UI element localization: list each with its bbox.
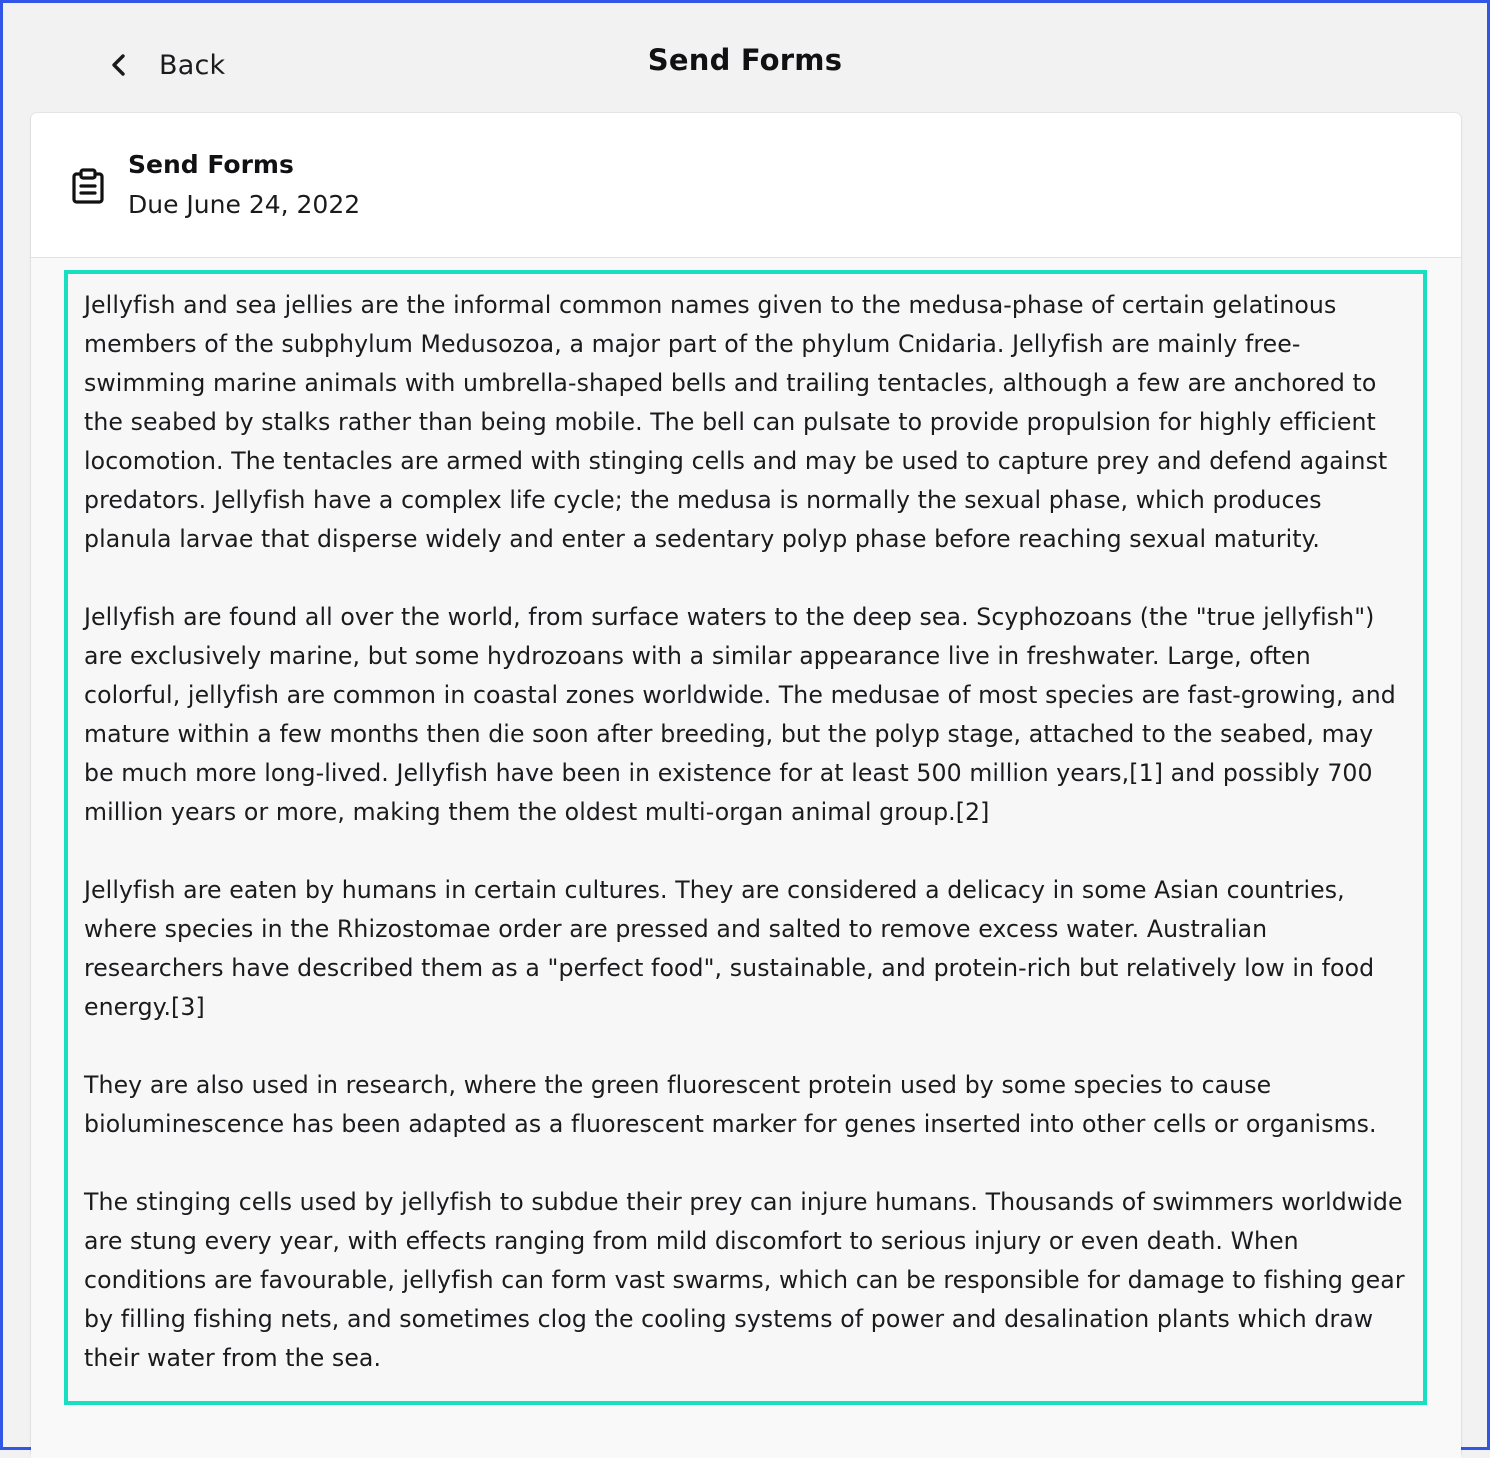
paragraph-5: The stinging cells used by jellyfish to subdue their prey can injure humans. Thousands of swimmers worldwide are stung every year, with effects ranging from mild discomfort to serious injury or even death. When conditions are favourable, jellyfish can form vast swarms, which can be responsible for damage to fishing gear by filling fishing nets, and sometimes clog the cooling systems of power and desalination plants which draw their water from the sea.: [84, 1188, 1405, 1372]
top-bar: [3, 3, 1487, 113]
paragraph-2: Jellyfish are found all over the world, from surface waters to the deep sea. Scyphozoans (the "true jellyfish") are exclusively marine, but some hydrozoans with a similar appearance live in freshwater. Large, often colorful, jellyfish are common in coastal zones worldwide. The medusae of most species are fast-growing, and mature within a few months then die soon after breeding, but the polyp stage, attached to the seabed, may be much more long-lived. Jellyfish have been in existence for at least 500 million years,[1] and possibly 700 million years or more, making them the oldest multi-organ animal group.[2]: [84, 603, 1396, 826]
paragraph-1: Jellyfish and sea jellies are the informal common names given to the medusa-phase of certain gelatinous members of the subphylum Medusozoa, a major part of the phylum Cnidaria. Jellyfish are mainly free-swimming marine animals with umbrella-shaped bells and trailing tentacles, although a few are anchored to the seabed by stalks rather than being mobile. The bell can pulsate to provide propulsion for highly efficient locomotion. The tentacles are armed with stinging cells and may be used to capture prey and defend against predators. Jellyfish have a complex life cycle; the medusa is normally the sexual phase, which produces planula larvae that disperse widely and enter a sedentary polyp phase before reaching sexual maturity.: [84, 291, 1388, 553]
task-header: [31, 113, 1461, 258]
paragraph-3: Jellyfish are eaten by humans in certain cultures. They are considered a delicacy in some Asian countries, where species in the Rhizostomae order are pressed and salted to remove excess water. Australian researchers have described them as a "perfect food", sustainable, and protein-rich but relatively low in food energy.[3]: [84, 876, 1375, 1021]
task-body: [31, 258, 1461, 1458]
clipboard-icon: [69, 167, 107, 205]
task-card: [31, 113, 1461, 1458]
description-text-area[interactable]: [64, 270, 1427, 1405]
paragraph-4: They are also used in research, where the green fluorescent protein used by some species to cause bioluminescence has been adapted as a fluorescent marker for genes inserted into other cells or organisms.: [84, 1071, 1377, 1138]
task-title: Send Forms: [128, 150, 294, 179]
page-title: Send Forms: [647, 43, 843, 77]
back-label: Back: [159, 49, 226, 81]
task-due-date: Due June 24, 2022: [128, 190, 361, 219]
